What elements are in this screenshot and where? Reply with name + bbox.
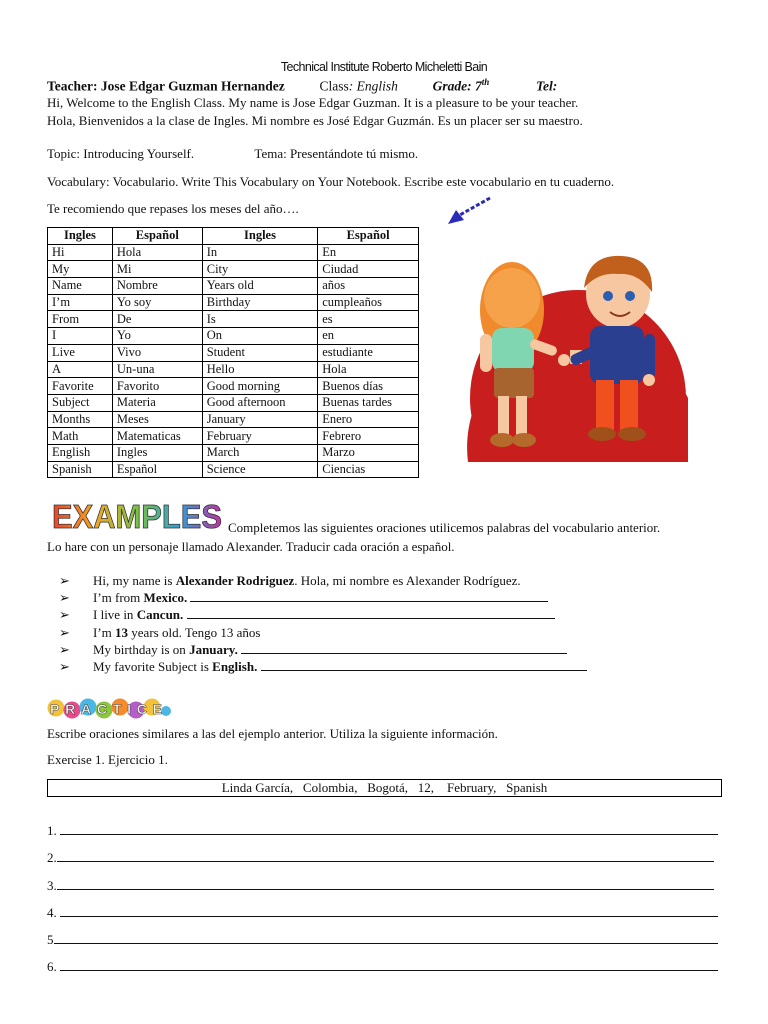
table-cell: Hola [318, 361, 419, 378]
table-cell: Math [48, 428, 113, 445]
table-cell: Materia [112, 394, 202, 411]
topic-row [47, 146, 418, 162]
answer-input[interactable] [60, 905, 718, 917]
table-header-row [48, 228, 419, 245]
table-row [48, 311, 419, 328]
answer-line-4: 4. [47, 905, 718, 921]
table-cell: Spanish [48, 461, 113, 478]
list-item: ➢ I live in Cancun. [47, 606, 587, 623]
answer-blank[interactable] [190, 590, 548, 602]
table-cell: Subject [48, 394, 113, 411]
table-cell: Ciudad [318, 261, 419, 278]
class-label: Class [319, 78, 349, 94]
list-item: ➢ My birthday is on January. [47, 641, 587, 658]
intro-english: Hi, Welcome to the English Class. My name is Jose Edgar Guzman. It is a pleasure to be your teacher. [47, 95, 579, 110]
table-cell: Español [112, 461, 202, 478]
table-header: Español [112, 228, 202, 245]
answer-input[interactable] [57, 850, 714, 862]
table-cell: Buenas tardes [318, 394, 419, 411]
arrow-bullet-icon: ➢ [59, 590, 70, 606]
answer-blank[interactable] [187, 607, 555, 619]
table-cell: I [48, 328, 113, 345]
table-cell: Yo soy [112, 294, 202, 311]
table-cell: Meses [112, 411, 202, 428]
table-cell: Vivo [112, 344, 202, 361]
table-cell: Hola [112, 244, 202, 261]
table-row [48, 444, 419, 461]
table-cell: Good afternoon [202, 394, 318, 411]
examples-instruction-1: Completemos las siguientes oraciones utilicemos palabras del vocabulario anterior. [228, 520, 661, 535]
class-value: : English [348, 78, 398, 94]
vocabulary-instruction: Vocabulary: Vocabulario. Write This Vocabulary on Your Notebook. Escribe este vocabulario en tu cuaderno. [47, 174, 615, 189]
arrow-bullet-icon: ➢ [59, 658, 70, 674]
list-item: ➢ Hi, my name is Alexander Rodriguez. Hola, mi nombre es Alexander Rodríguez. [59, 573, 521, 588]
table-cell: Is [202, 311, 318, 328]
table-cell: cumpleaños [318, 294, 419, 311]
table-cell: años [318, 278, 419, 295]
examples-logo [50, 498, 224, 534]
table-cell: Nombre [112, 278, 202, 295]
topic-spanish: Tema: Presentándote tú mismo. [254, 146, 419, 161]
answer-blank[interactable] [261, 659, 587, 671]
examples-list [47, 572, 587, 675]
table-cell: Buenos días [318, 378, 419, 395]
months-note: Te recomiendo que repases los meses del año…. [47, 201, 299, 216]
practice-logo-text: PRACTICE [50, 701, 162, 717]
table-row [48, 328, 419, 345]
table-cell: Ciencias [318, 461, 419, 478]
table-cell: Marzo [318, 444, 419, 461]
table-header: Ingles [48, 228, 113, 245]
table-cell: Mi [112, 261, 202, 278]
table-cell: Favorito [112, 378, 202, 395]
table-cell: Yo [112, 328, 202, 345]
table-cell: February [202, 428, 318, 445]
table-row [48, 294, 419, 311]
arrow-icon [444, 194, 494, 230]
table-cell: estudiante [318, 344, 419, 361]
table-row [48, 378, 419, 395]
table-cell: English [48, 444, 113, 461]
answer-input[interactable] [54, 932, 718, 944]
table-cell: en [318, 328, 419, 345]
table-header: Español [318, 228, 419, 245]
table-cell: Hello [202, 361, 318, 378]
table-cell: Febrero [318, 428, 419, 445]
arrow-bullet-icon: ➢ [59, 607, 70, 623]
arrow-bullet-icon: ➢ [59, 624, 70, 640]
grade-label: Grade: 7 [432, 78, 482, 94]
answer-line-2: 2. [47, 850, 714, 866]
table-cell: es [318, 311, 419, 328]
table-cell: Name [48, 278, 113, 295]
table-cell: I’m [48, 294, 113, 311]
table-cell: Months [48, 411, 113, 428]
table-cell: My [48, 261, 113, 278]
topic-english: Topic: Introducing Yourself. [47, 146, 195, 161]
exercise-info-box [47, 779, 722, 797]
list-item: ➢ I’m 13 years old. Tengo 13 años [59, 624, 261, 640]
table-cell: Un-una [112, 361, 202, 378]
table-cell: Birthday [202, 294, 318, 311]
arrow-bullet-icon: ➢ [59, 573, 70, 588]
table-cell: City [202, 261, 318, 278]
table-row [48, 361, 419, 378]
teacher-label: Teacher: Jose Edgar Guzman Hernandez [47, 78, 285, 94]
table-row [48, 344, 419, 361]
table-cell: In [202, 244, 318, 261]
examples-logo-text: EXAMPLES [52, 498, 222, 534]
table-row [48, 244, 419, 261]
answer-input[interactable] [60, 823, 718, 835]
answer-line-3: 3. [47, 878, 714, 894]
answer-line-5: 5 [47, 932, 718, 948]
table-row [48, 411, 419, 428]
header-row [47, 77, 557, 95]
table-cell: From [48, 311, 113, 328]
grade-superscript: th [481, 77, 490, 87]
table-cell: Science [202, 461, 318, 478]
table-cell: En [318, 244, 419, 261]
table-cell: Student [202, 344, 318, 361]
answer-line-1: 1. [47, 823, 718, 839]
table-cell: Matematicas [112, 428, 202, 445]
table-row [48, 428, 419, 445]
intro-spanish: Hola, Bienvenidos a la clase de Ingles. Mi nombre es José Edgar Guzmán. Es un placer ser su maestro. [47, 113, 583, 128]
exercise-label: Exercise 1. Ejercicio 1. [47, 752, 168, 767]
tel-label: Tel: [536, 78, 558, 94]
table-cell: Good morning [202, 378, 318, 395]
list-item: ➢ I’m from Mexico. [47, 589, 587, 606]
table-row [48, 261, 419, 278]
children-illustration [458, 248, 692, 464]
exercise-info-text: Linda García, Colombia, Bogotá, 12, February, Spanish [221, 780, 548, 795]
table-cell: March [202, 444, 318, 461]
table-cell: January [202, 411, 318, 428]
table-cell: Enero [318, 411, 419, 428]
vocabulary-table [47, 227, 419, 478]
answer-input[interactable] [60, 959, 718, 971]
table-row [48, 394, 419, 411]
arrow-bullet-icon: ➢ [59, 641, 70, 657]
list-item: ➢ My favorite Subject is English. [47, 658, 587, 675]
table-cell: Favorite [48, 378, 113, 395]
answer-input[interactable] [57, 878, 714, 890]
table-row [48, 461, 419, 478]
table-cell: On [202, 328, 318, 345]
practice-instruction: Escribe oraciones similares a las del ejemplo anterior. Utiliza la siguiente información. [47, 726, 498, 741]
table-cell: Ingles [112, 444, 202, 461]
table-cell: A [48, 361, 113, 378]
table-cell: De [112, 311, 202, 328]
examples-instruction-2: Lo hare con un personaje llamado Alexander. Traducir cada oración a español. [47, 539, 455, 554]
table-cell: Years old [202, 278, 318, 295]
table-cell: Hi [48, 244, 113, 261]
table-cell: Live [48, 344, 113, 361]
institute-title: Technical Institute Roberto Micheletti Bain [280, 60, 488, 74]
answer-blank[interactable] [241, 642, 567, 654]
practice-logo [47, 694, 171, 724]
table-header: Ingles [202, 228, 318, 245]
table-row [48, 278, 419, 295]
answer-line-6: 6. [47, 959, 718, 975]
